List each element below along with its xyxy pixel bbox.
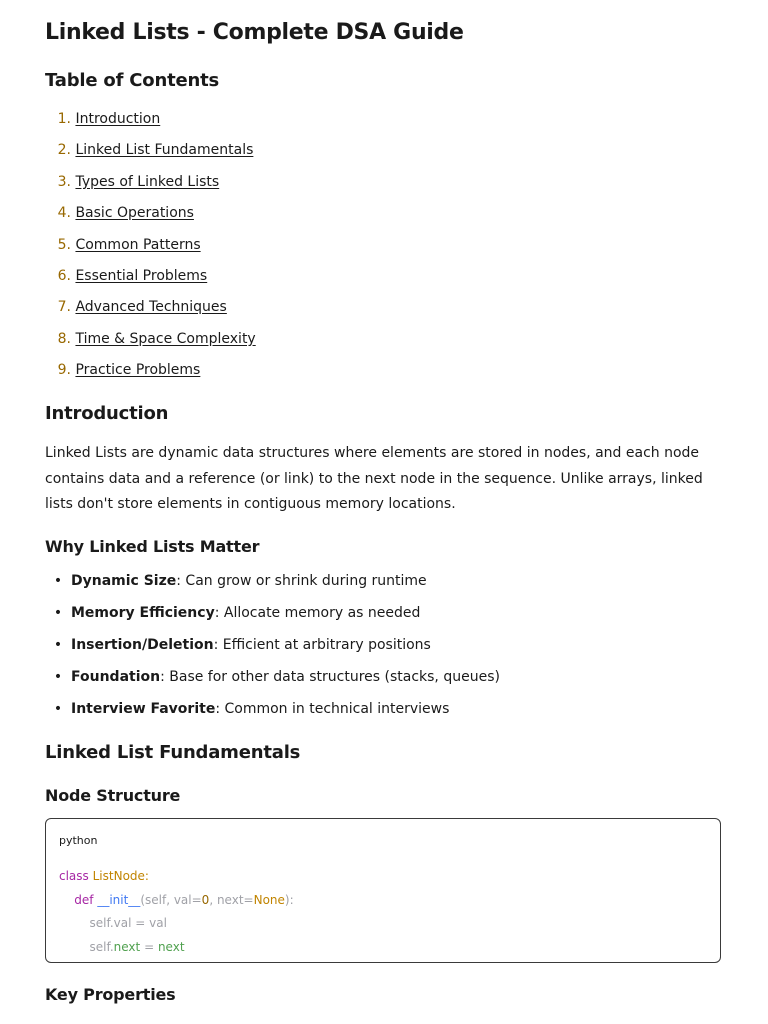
toc-item [45,234,256,265]
toc-heading: Table of Contents [45,70,220,91]
list-item-desc: : Can grow or shrink during runtime [176,573,427,589]
toc-item [45,359,256,390]
bullet-icon: • [53,669,63,685]
toc-link-types[interactable]: Types of Linked Lists [75,173,220,190]
toc-link-common-patterns[interactable]: Common Patterns [75,236,201,253]
bullet-icon: • [53,701,63,717]
section-heading-why: Why Linked Lists Matter [45,537,260,556]
toc-link-fundamentals[interactable]: Linked List Fundamentals [75,142,254,159]
toc-link-practice-problems[interactable]: Practice Problems [75,362,201,379]
code-line: self.val = val [89,916,167,930]
code-content[interactable] [59,865,294,959]
toc-item [45,171,256,202]
list-item-term: Memory Efficiency [71,605,215,621]
toc-link-advanced-techniques[interactable]: Advanced Techniques [75,299,227,316]
toc-item [45,265,256,296]
code-line: self.next = next [89,939,185,954]
toc-link-introduction[interactable]: Introduction [75,111,161,127]
bullet-icon: • [53,637,63,653]
code-line: def __init__(self, val=0, next=None): [74,892,294,907]
code-language-label: python [59,834,98,847]
section-heading-key-properties: Key Properties [45,985,176,1004]
toc-number: 8. [57,330,71,347]
page-title: Linked Lists - Complete DSA Guide [45,20,464,45]
section-heading-fundamentals: Linked List Fundamentals [45,742,301,763]
list-item [45,570,500,602]
list-item [45,666,500,698]
section-heading-introduction: Introduction [45,403,169,424]
list-item [45,602,500,634]
list-item-desc: : Allocate memory as needed [214,605,421,621]
list-item-term: Interview Favorite [71,701,216,717]
toc-item [45,296,256,327]
toc-number: 7. [57,299,71,316]
list-item [45,698,500,730]
toc-number: 1. [57,111,71,127]
toc-link-complexity[interactable]: Time & Space Complexity [75,330,256,347]
toc-item [45,202,256,233]
toc-number: 4. [57,205,71,222]
toc-link-essential-problems[interactable]: Essential Problems [75,267,208,284]
introduction-paragraph: Linked Lists are dynamic data structures where elements are stored in nodes, and each node contains data and a reference (or link) to the next node in the sequence. Unlike arrays, linked lists don't store elements in contiguous memory locations. [45,445,703,512]
list-item-desc: : Base for other data structures (stacks, queues) [160,669,500,685]
toc-link-basic-operations[interactable]: Basic Operations [75,205,194,222]
list-item-term: Foundation [71,669,161,685]
toc-number: 3. [57,173,71,190]
bullet-icon: • [53,573,63,589]
code-block[interactable] [45,818,721,963]
list-item-term: Dynamic Size [71,573,177,589]
toc-item [45,139,256,170]
toc-number: 6. [57,267,71,284]
toc-item [45,328,256,359]
toc-number: 2. [57,142,71,159]
section-heading-node-structure: Node Structure [45,786,181,805]
code-line: class ListNode: [59,869,149,883]
list-item-desc: : Common in technical interviews [215,701,450,717]
toc-item [45,108,256,139]
toc-number: 9. [57,362,71,379]
bullet-icon: • [53,605,63,621]
why-list [45,570,500,730]
list-item-desc: : Efficient at arbitrary positions [213,637,431,653]
list-item [45,634,500,666]
table-of-contents [45,108,256,391]
list-item-term: Insertion/Deletion [71,637,214,653]
toc-number: 5. [57,236,71,253]
